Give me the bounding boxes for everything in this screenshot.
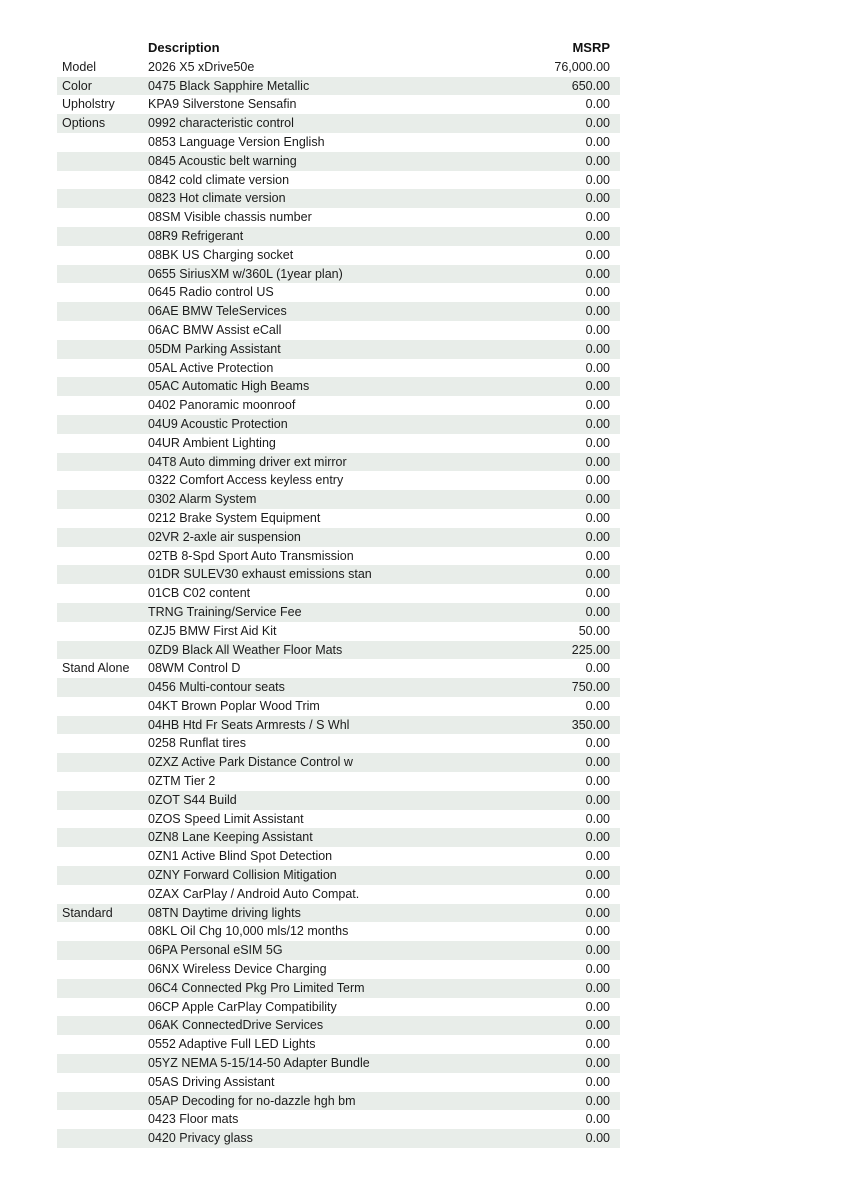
description-cell: 0853 Language Version English [148,134,325,149]
description-cell: 05AC Automatic High Beams [148,379,310,394]
category-cell: Options [62,116,106,131]
table-row [57,283,620,302]
msrp-cell: 0.00 [585,792,610,807]
msrp-cell: 0.00 [585,416,610,431]
table-header-row [57,39,620,58]
description-cell: 0423 Floor mats [148,1112,239,1127]
description-cell: 06PA Personal eSIM 5G [148,943,283,958]
msrp-cell: 0.00 [585,604,610,619]
description-cell: 0645 Radio control US [148,285,274,300]
table-row [57,847,620,866]
table-row [57,434,620,453]
description-cell: 2026 X5 xDrive50e [148,59,255,74]
table-row [57,791,620,810]
msrp-cell: 0.00 [585,341,610,356]
table-row [57,678,620,697]
table-row [57,77,620,96]
msrp-cell: 50.00 [578,623,610,638]
description-cell: 0ZOS Speed Limit Assistant [148,811,304,826]
table-row [57,1035,620,1054]
description-cell: 04KT Brown Poplar Wood Trim [148,698,320,713]
msrp-cell: 0.00 [585,849,610,864]
description-cell: 06CP Apple CarPlay Compatibility [148,999,337,1014]
description-cell: 06AC BMW Assist eCall [148,322,282,337]
category-cell: Stand Alone [62,661,130,676]
msrp-cell: 0.00 [585,1112,610,1127]
table-row [57,133,620,152]
msrp-cell: 0.00 [585,266,610,281]
msrp-cell: 0.00 [585,172,610,187]
description-cell: 06AK ConnectedDrive Services [148,1018,324,1033]
table-row [57,509,620,528]
description-cell: 0ZXZ Active Park Distance Control w [148,755,353,770]
msrp-cell: 0.00 [585,435,610,450]
table-row [57,641,620,660]
table-row [57,453,620,472]
table-row [57,922,620,941]
table-row [57,208,620,227]
description-cell: 08KL Oil Chg 10,000 mls/12 months [148,924,349,939]
msrp-cell: 0.00 [585,567,610,582]
table-body [57,58,620,1148]
description-cell: 05AL Active Protection [148,360,274,375]
msrp-cell: 0.00 [585,228,610,243]
table-row [57,941,620,960]
description-cell: 0456 Multi-contour seats [148,680,285,695]
table-row [57,152,620,171]
table-row [57,171,620,190]
description-cell: 0ZN1 Active Blind Spot Detection [148,849,333,864]
msrp-cell: 0.00 [585,379,610,394]
msrp-cell: 0.00 [585,1056,610,1071]
description-cell: 0ZD9 Black All Weather Floor Mats [148,642,343,657]
table-row [57,415,620,434]
msrp-cell: 0.00 [585,529,610,544]
table-row [57,302,620,321]
msrp-cell: 0.00 [585,755,610,770]
table-row [57,114,620,133]
table-row [57,471,620,490]
msrp-cell: 0.00 [585,153,610,168]
description-cell: 0ZN8 Lane Keeping Assistant [148,830,313,845]
table-row [57,659,620,678]
msrp-cell: 0.00 [585,886,610,901]
table-row [57,265,620,284]
table-row [57,1016,620,1035]
table-row [57,904,620,923]
msrp-cell: 0.00 [585,492,610,507]
description-cell: 04U9 Acoustic Protection [148,416,288,431]
msrp-cell: 0.00 [585,1131,610,1146]
description-cell: 0322 Comfort Access keyless entry [148,473,344,488]
msrp-cell: 750.00 [571,680,610,695]
description-cell: 0ZJ5 BMW First Aid Kit [148,623,277,638]
description-cell: 06C4 Connected Pkg Pro Limited Term [148,980,365,995]
table-row [57,734,620,753]
table-row [57,828,620,847]
table-row [57,490,620,509]
description-cell: 0420 Privacy glass [148,1131,253,1146]
table-row [57,227,620,246]
table-row [57,622,620,641]
description-cell: 08R9 Refrigerant [148,228,244,243]
msrp-cell: 76,000.00 [554,59,610,74]
table-row [57,979,620,998]
msrp-cell: 0.00 [585,398,610,413]
description-cell: 08WM Control D [148,661,241,676]
description-cell: 05YZ NEMA 5-15/14-50 Adapter Bundle [148,1056,370,1071]
msrp-cell: 0.00 [585,285,610,300]
table-row [57,1129,620,1148]
table-row [57,547,620,566]
table-row [57,753,620,772]
category-cell: Model [62,59,97,74]
description-cell: 05AP Decoding for no-dazzle hgh bm [148,1093,356,1108]
table-row [57,697,620,716]
table-row [57,359,620,378]
msrp-cell: 0.00 [585,1074,610,1089]
msrp-cell: 0.00 [585,661,610,676]
table-row [57,340,620,359]
table-row [57,565,620,584]
description-cell: 0475 Black Sapphire Metallic [148,78,310,93]
description-cell: 02TB 8-Spd Sport Auto Transmission [148,548,354,563]
description-cell: 0212 Brake System Equipment [148,510,321,525]
msrp-cell: 0.00 [585,736,610,751]
msrp-cell: 0.00 [585,999,610,1014]
description-cell: 0ZTM Tier 2 [148,774,216,789]
table-row [57,58,620,77]
table-row [57,396,620,415]
description-cell: 08TN Daytime driving lights [148,905,301,920]
description-cell: 0845 Acoustic belt warning [148,153,297,168]
msrp-cell: 0.00 [585,210,610,225]
table-row [57,377,620,396]
msrp-cell: 0.00 [585,473,610,488]
table-row [57,584,620,603]
description-cell: 0842 cold climate version [148,172,290,187]
msrp-cell: 0.00 [585,134,610,149]
table-row [57,603,620,622]
category-cell: Color [62,78,92,93]
table-row [57,1054,620,1073]
msrp-cell: 0.00 [585,1037,610,1052]
description-cell: 06AE BMW TeleServices [148,304,287,319]
msrp-cell: 0.00 [585,811,610,826]
table-row [57,866,620,885]
table-row [57,998,620,1017]
category-cell: Standard [62,905,113,920]
description-cell: 04HB Htd Fr Seats Armrests / S Whl [148,717,350,732]
msrp-cell: 0.00 [585,247,610,262]
table-row [57,772,620,791]
description-cell: 06NX Wireless Device Charging [148,962,327,977]
msrp-cell: 0.00 [585,774,610,789]
msrp-cell: 0.00 [585,322,610,337]
table-row [57,1073,620,1092]
description-cell: 0ZAX CarPlay / Android Auto Compat. [148,886,360,901]
description-cell: 08SM Visible chassis number [148,210,312,225]
msrp-cell: 0.00 [585,97,610,112]
description-cell: 02VR 2-axle air suspension [148,529,301,544]
table-row [57,321,620,340]
table-row [57,716,620,735]
msrp-cell: 0.00 [585,905,610,920]
msrp-cell: 0.00 [585,548,610,563]
table-row [57,885,620,904]
table-row [57,1092,620,1111]
category-cell: Upholstry [62,97,115,112]
msrp-cell: 0.00 [585,304,610,319]
msrp-cell: 0.00 [585,924,610,939]
description-cell: 01CB C02 content [148,586,251,601]
msrp-cell: 650.00 [571,78,610,93]
msrp-cell: 350.00 [571,717,610,732]
msrp-cell: 0.00 [585,116,610,131]
description-cell: 0258 Runflat tires [148,736,246,751]
msrp-cell: 0.00 [585,980,610,995]
description-cell: 0655 SiriusXM w/360L (1year plan) [148,266,343,281]
description-cell: 04T8 Auto dimming driver ext mirror [148,454,347,469]
table-row [57,960,620,979]
table-row [57,189,620,208]
description-cell: 08BK US Charging socket [148,247,294,262]
description-header: Description [148,40,220,55]
msrp-header: MSRP [572,40,610,55]
vehicle-options-table [57,39,620,1148]
description-cell: 05AS Driving Assistant [148,1074,275,1089]
description-cell: 0992 characteristic control [148,116,294,131]
description-cell: 01DR SULEV30 exhaust emissions stan [148,567,372,582]
msrp-cell: 0.00 [585,1018,610,1033]
msrp-cell: 0.00 [585,962,610,977]
description-cell: 0ZNY Forward Collision Mitigation [148,868,337,883]
table-row [57,246,620,265]
msrp-cell: 0.00 [585,360,610,375]
table-row [57,1110,620,1129]
description-cell: 0302 Alarm System [148,492,257,507]
description-cell: 0ZOT S44 Build [148,792,237,807]
table-row [57,810,620,829]
table-row [57,528,620,547]
description-cell: 04UR Ambient Lighting [148,435,276,450]
description-cell: 0552 Adaptive Full LED Lights [148,1037,316,1052]
msrp-cell: 0.00 [585,868,610,883]
msrp-cell: 0.00 [585,586,610,601]
table-row [57,95,620,114]
msrp-cell: 0.00 [585,830,610,845]
description-cell: KPA9 Silverstone Sensafin [148,97,297,112]
msrp-cell: 0.00 [585,698,610,713]
msrp-cell: 0.00 [585,1093,610,1108]
msrp-cell: 0.00 [585,191,610,206]
msrp-cell: 0.00 [585,943,610,958]
description-cell: 0823 Hot climate version [148,191,286,206]
msrp-cell: 0.00 [585,454,610,469]
msrp-cell: 0.00 [585,510,610,525]
msrp-cell: 225.00 [571,642,610,657]
description-cell: 0402 Panoramic moonroof [148,398,296,413]
description-cell: 05DM Parking Assistant [148,341,281,356]
description-cell: TRNG Training/Service Fee [148,604,302,619]
